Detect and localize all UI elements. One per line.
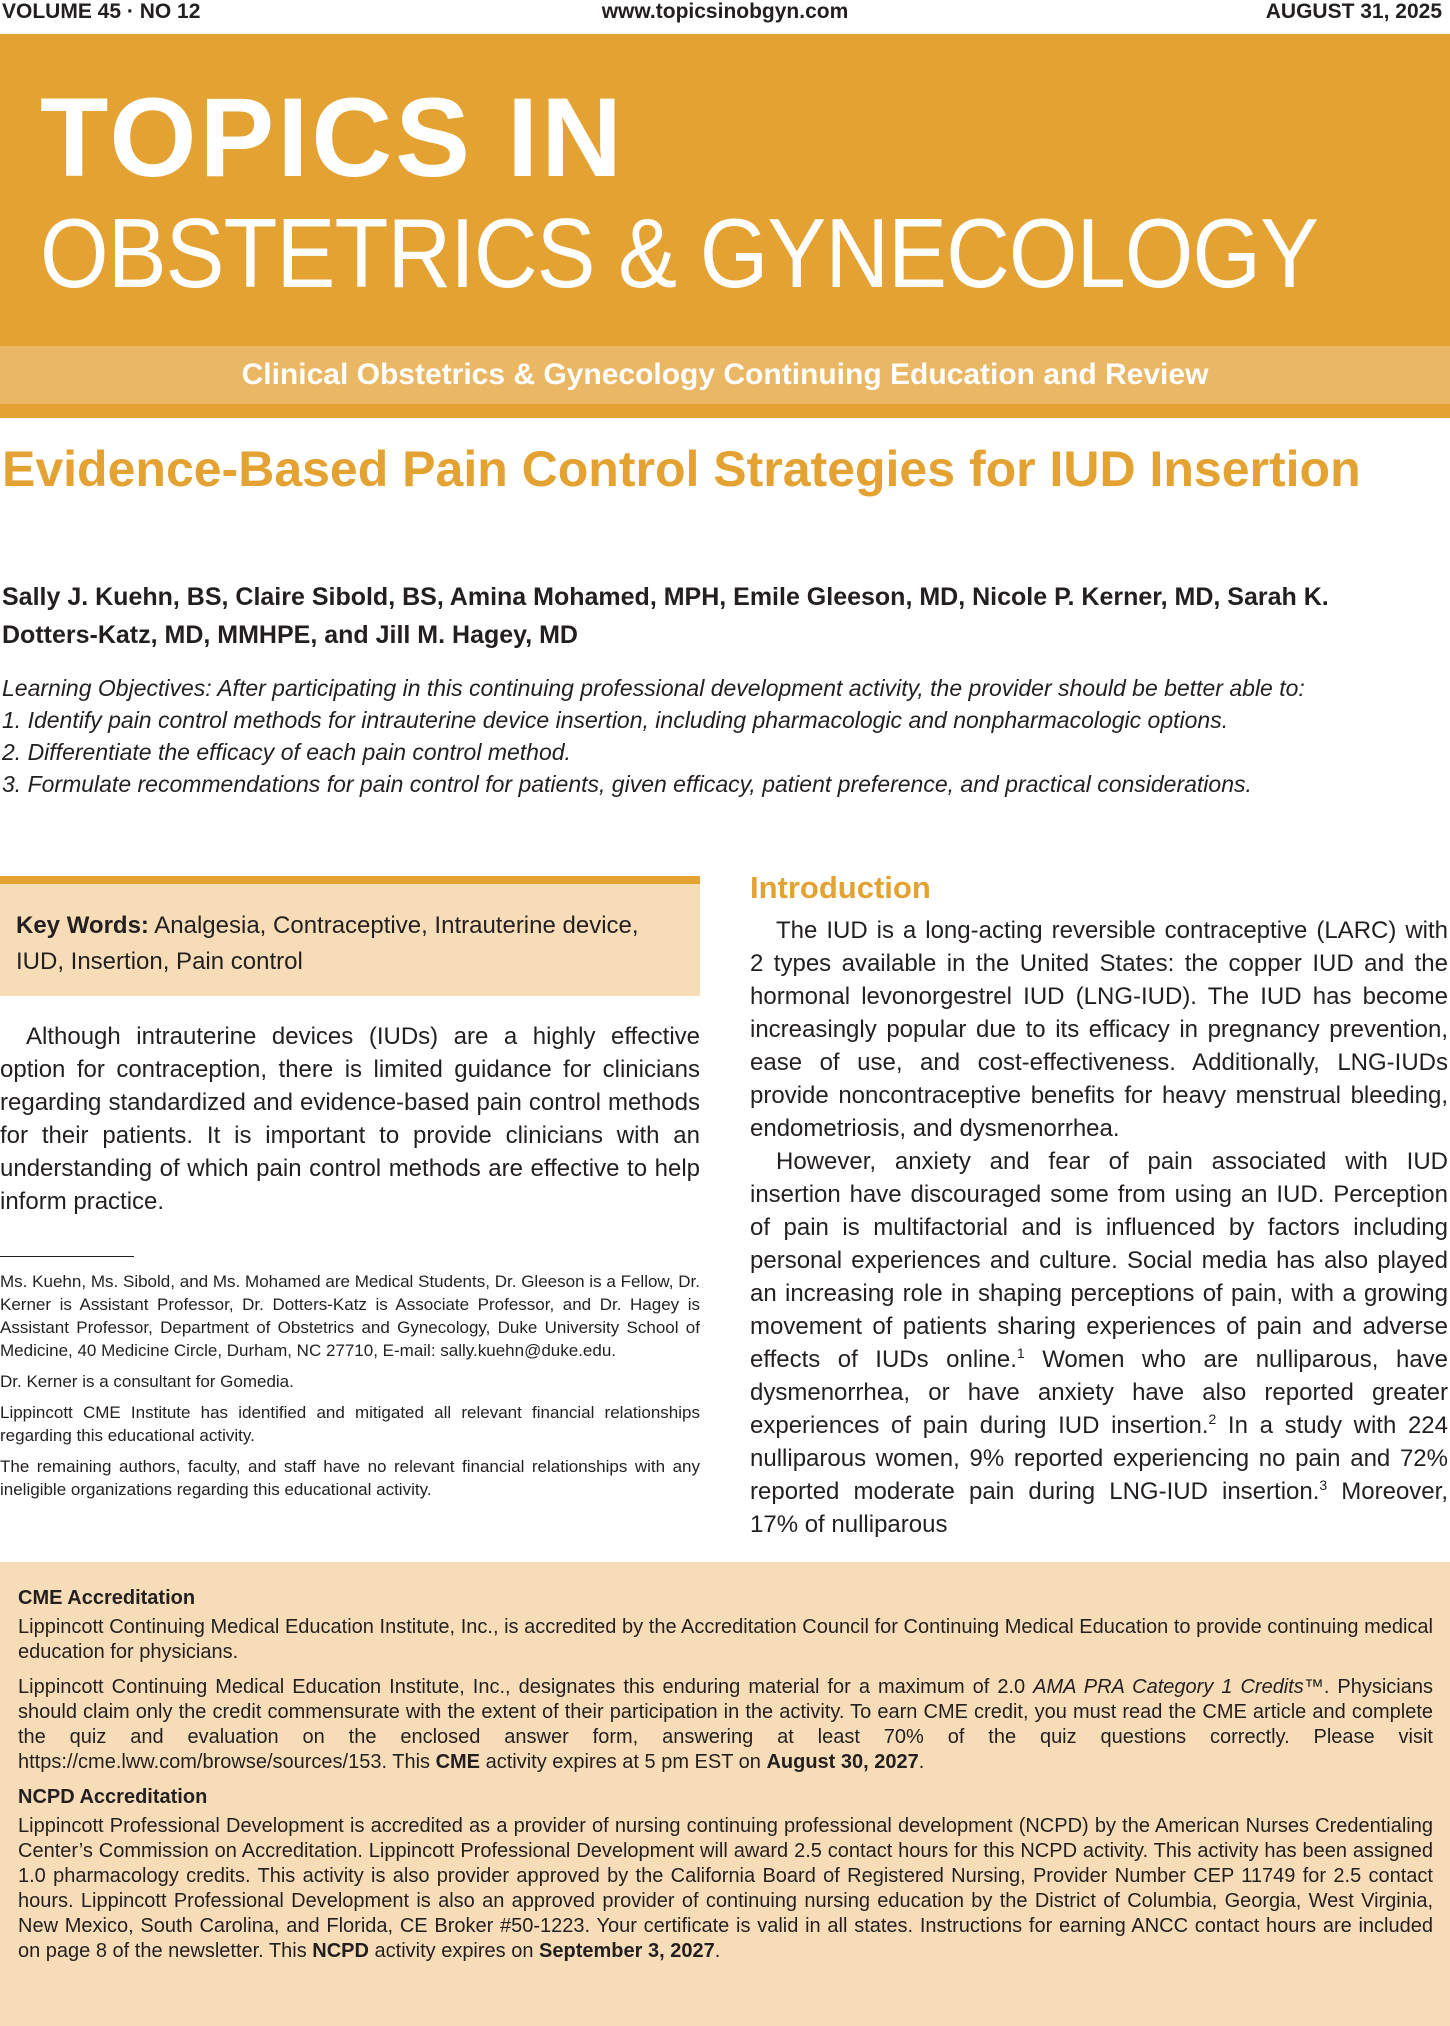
volume-number: VOLUME 45 · NO 12 <box>2 0 201 23</box>
author-footnotes <box>0 1270 700 1509</box>
masthead-title-line2: OBSTETRICS & GYNECOLOGY <box>40 198 1319 308</box>
issue-header-bar <box>0 0 1450 32</box>
footnote-disclosure: Lippincott CME Institute has identified and mitigated all relevant financial relationships regarding this educational activity. <box>0 1403 700 1445</box>
article-authors: Sally J. Kuehn, BS, Claire Sibold, BS, Amina Mohamed, MPH, Emile Gleeson, MD, Nicole P. Kerner, MD, Sarah K. Dotters-Katz, MD, MMHPE, and Jill M. Hagey, MD <box>2 583 1329 649</box>
introduction-body <box>750 914 1448 1541</box>
objective-item: 3. Formulate recommendations for pain control for patients, given efficacy, patient preference, and practical considerations. <box>2 771 1252 797</box>
reference-superscript[interactable]: 2 <box>1208 1411 1217 1427</box>
masthead-subtitle: Clinical Obstetrics & Gynecology Continuing Education and Review <box>0 346 1450 404</box>
key-words-label: Key Words: <box>16 912 149 939</box>
ncpd-heading: NCPD Accreditation <box>18 1786 208 1808</box>
cme-paragraph-1: Lippincott Continuing Medical Education Institute, Inc., is accredited by the Accreditation Council for Continuing Medical Education to provide continuing medical education for physicians. <box>18 1616 1433 1663</box>
objective-item: 1. Identify pain control methods for intrauterine device insertion, including pharmacologic and nonpharmacologic options. <box>2 707 1229 733</box>
introduction-heading: Introduction <box>750 870 931 905</box>
article-abstract: Although intrauterine devices (IUDs) are a highly effective option for contraception, there is limited guidance for clinicians regarding standardized and evidence-based pain control methods for their patients. It is important to provide clinicians with an understanding of which pain control methods are effective to help inform practice. <box>0 1023 700 1215</box>
accreditation-box <box>0 1562 1450 2026</box>
footnote-affiliations: Ms. Kuehn, Ms. Sibold, and Ms. Mohamed are Medical Students, Dr. Gleeson is a Fellow, Dr. Kerner is Assistant Professor, Dr. Dotters-Katz is Associate Professor, and Dr. Hagey is Assistant Professor, Department of Obstetrics and Gynecology, Duke University School of Medicine, 40 Medicine Circle, Durham, NC 27710, E-mail: sally.kuehn@duke.edu. <box>0 1272 700 1360</box>
cme-heading: CME Accreditation <box>18 1587 196 1609</box>
objectives-intro: Learning Objectives: After participating in this continuing professional development activity, the provider should be better able to: <box>2 675 1305 701</box>
intro-paragraph-2: However, anxiety and fear of pain associated with IUD insertion have discouraged some from using an IUD. Perception of pain is multifactorial and is influenced by factors including personal experiences and culture. Social media has also played an increasing role in shaping perceptions of pain, with a growing movement of patients sharing experiences of pain and adverse effects of IUDs online.$^1$ Women who are nulliparous, have dysmenorrhea, or have anxiety have also reported greater experiences of pain during IUD insertion.$^2$ In a study with 224 nulliparous women, 9% reported experiencing no pain and 72% reported moderate pain during LNG-IUD insertion.$^3$ Moreover, 17% of nulliparous <box>750 1148 1449 1538</box>
article-title: Evidence-Based Pain Control Strategies for IUD Insertion <box>2 441 1361 497</box>
key-words-box <box>0 876 700 996</box>
cme-paragraph-2: Lippincott Continuing Medical Education Institute, Inc., designates this enduring material for a maximum of 2.0 AMA PRA Category 1 Credits™. Physicians should claim only the credit commensurate with the extent of their participation in the activity. To earn CME credit, you must read the CME article and complete the quiz and evaluation on the enclosed answer form, answering at least 70% of the quiz questions correctly. Please visit https://cme.lww.com/browse/sources/153. This CME activity expires at 5 pm EST on August 30, 2027. <box>18 1676 1433 1773</box>
key-words-list: Analgesia, Contraceptive, Intrauterine device, IUD, Insertion, Pain control <box>16 912 639 975</box>
reference-superscript[interactable]: 1 <box>1016 1345 1025 1361</box>
intro-paragraph-1: The IUD is a long-acting reversible contraceptive (LARC) with 2 types available in the United States: the copper IUD and the hormonal levonorgestrel IUD (LNG-IUD). The IUD has become increasingly popular due to its efficacy in pregnancy prevention, ease of use, and cost-effectiveness. Additionally, LNG-IUDs provide noncontraceptive benefits for heavy menstrual bleeding, endometriosis, and dysmenorrhea. <box>750 917 1448 1142</box>
ncpd-paragraph: Lippincott Professional Development is accredited as a provider of nursing continuing professional development (NCPD) by the American Nurses Credentialing Center’s Commission on Accreditation. Lippincott Professional Development will award 2.5 contact hours for this NCPD activity. This activity has been assigned 1.0 pharmacology credits. This activity is also provider approved by the California Board of Registered Nursing, Provider Number CEP 11749 for 2.5 contact hours. Lippincott Professional Development is also an approved provider of continuing nursing education by the District of Columbia, Georgia, West Virginia, New Mexico, South Carolina, and Florida, CE Broker #50-1223. Your certificate is valid in all states. Instructions for earning ANCC contact hours are included on page 8 of the newsletter. This NCPD activity expires on September 3, 2027. <box>18 1815 1433 1962</box>
objective-item: 2. Differentiate the efficacy of each pain control method. <box>2 739 571 765</box>
reference-superscript[interactable]: 3 <box>1319 1477 1328 1493</box>
journal-url[interactable]: www.topicsinobgyn.com <box>601 0 849 23</box>
footnote-disclosure: The remaining authors, faculty, and staff have no relevant financial relationships with any ineligible organizations regarding this educational activity. <box>0 1457 700 1499</box>
issue-date: AUGUST 31, 2025 <box>1265 0 1442 23</box>
key-words-text <box>16 908 656 980</box>
learning-objectives <box>2 672 1442 800</box>
masthead-title-line1: TOPICS IN <box>40 75 626 200</box>
journal-masthead <box>0 34 1450 418</box>
footnote-disclosure: Dr. Kerner is a consultant for Gomedia. <box>0 1372 294 1391</box>
footnote-divider <box>0 1256 134 1257</box>
